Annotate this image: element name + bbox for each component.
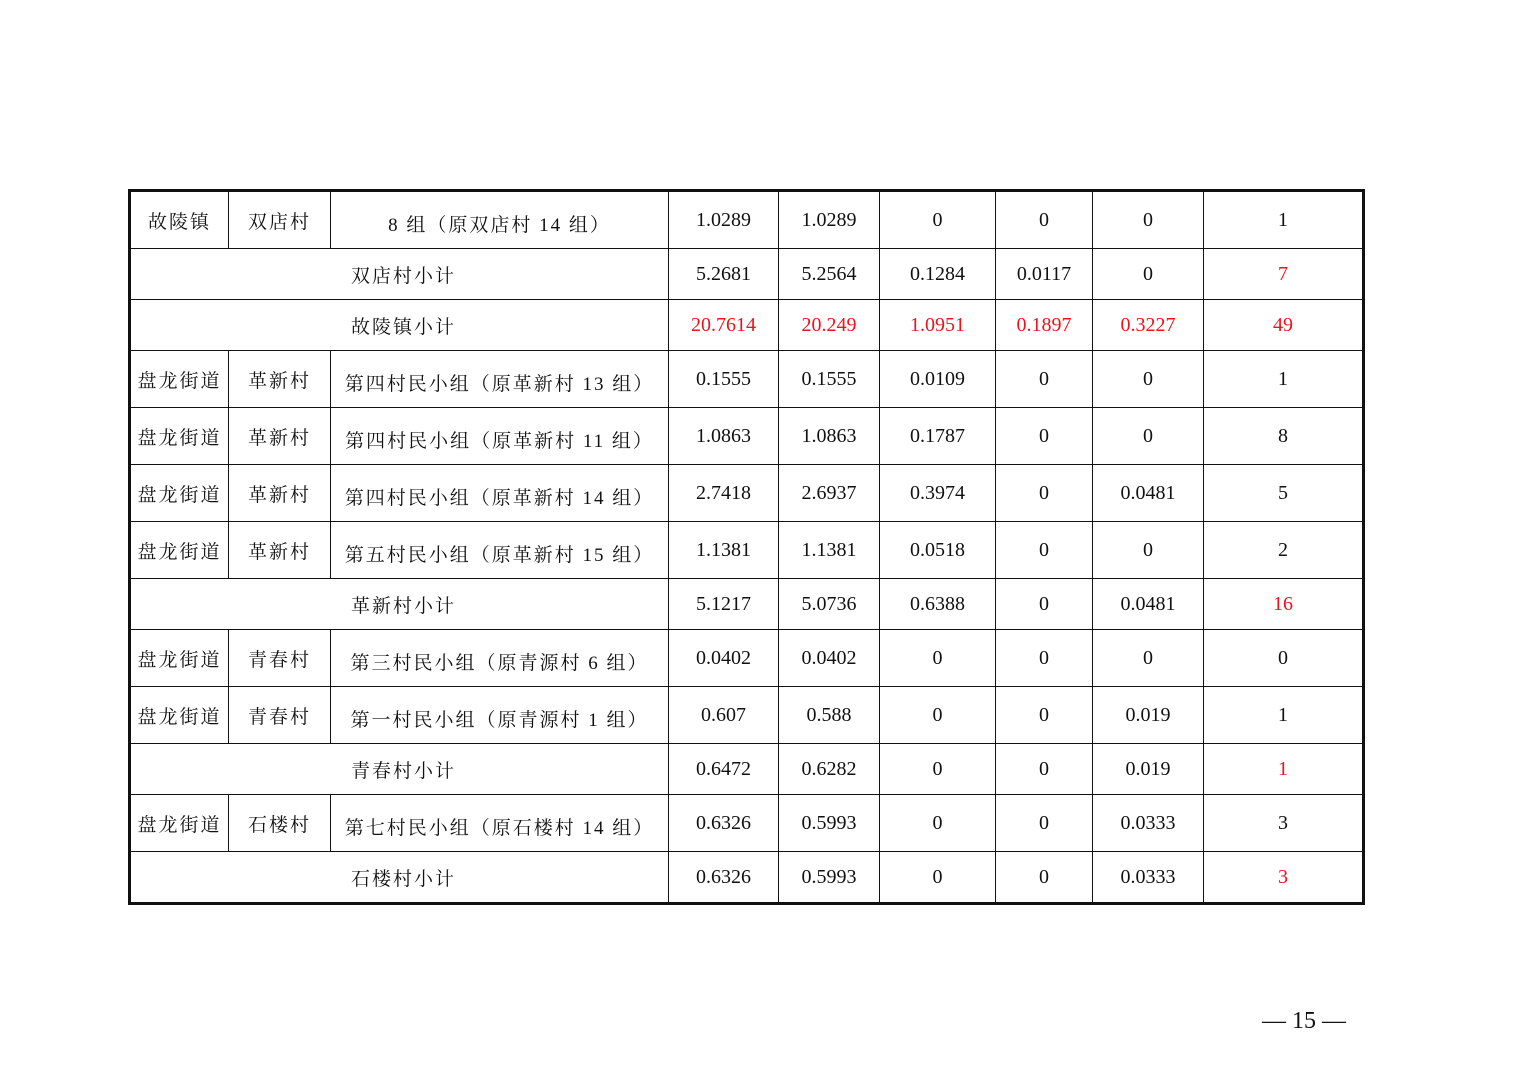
subtotal-row bbox=[130, 300, 1364, 351]
subtotal-row bbox=[130, 852, 1364, 904]
table-body bbox=[130, 191, 1364, 904]
village-cell: 青春村 bbox=[229, 687, 331, 744]
table-row bbox=[130, 351, 1364, 408]
group-cell: 第四村民小组（原革新村 14 组） bbox=[331, 465, 669, 522]
value-cell: 0.6388 bbox=[880, 579, 996, 630]
value-cell: 3 bbox=[1204, 852, 1364, 904]
value-cell: 0.6282 bbox=[779, 744, 880, 795]
value-cell: 0 bbox=[996, 630, 1093, 687]
value-cell: 0.0333 bbox=[1093, 795, 1204, 852]
value-cell: 0 bbox=[996, 744, 1093, 795]
value-cell: 5.2564 bbox=[779, 249, 880, 300]
table-row bbox=[130, 687, 1364, 744]
value-cell: 8 bbox=[1204, 408, 1364, 465]
village-cell: 革新村 bbox=[229, 351, 331, 408]
town-cell: 盘龙街道 bbox=[130, 687, 229, 744]
group-cell: 第三村民小组（原青源村 6 组） bbox=[331, 630, 669, 687]
subtotal-label: 石楼村小计 bbox=[130, 852, 669, 904]
value-cell: 0.0518 bbox=[880, 522, 996, 579]
value-cell: 2.7418 bbox=[669, 465, 779, 522]
subtotal-label: 革新村小计 bbox=[130, 579, 669, 630]
value-cell: 0 bbox=[996, 852, 1093, 904]
value-cell: 0 bbox=[1093, 351, 1204, 408]
table-row bbox=[130, 465, 1364, 522]
subtotal-row bbox=[130, 579, 1364, 630]
value-cell: 0 bbox=[996, 522, 1093, 579]
table-row bbox=[130, 522, 1364, 579]
value-cell: 0 bbox=[996, 408, 1093, 465]
value-cell: 1 bbox=[1204, 744, 1364, 795]
value-cell: 0 bbox=[880, 630, 996, 687]
value-cell: 20.249 bbox=[779, 300, 880, 351]
value-cell: 0.5993 bbox=[779, 852, 880, 904]
value-cell: 16 bbox=[1204, 579, 1364, 630]
subtotal-label: 双店村小计 bbox=[130, 249, 669, 300]
village-cell: 革新村 bbox=[229, 408, 331, 465]
value-cell: 0 bbox=[880, 795, 996, 852]
value-cell: 0 bbox=[880, 191, 996, 249]
subtotal-label: 青春村小计 bbox=[130, 744, 669, 795]
page-number: — 15 — bbox=[1262, 1008, 1346, 1034]
value-cell: 0 bbox=[1093, 408, 1204, 465]
subtotal-label: 故陵镇小计 bbox=[130, 300, 669, 351]
value-cell: 5 bbox=[1204, 465, 1364, 522]
data-table bbox=[128, 189, 1365, 905]
village-cell: 石楼村 bbox=[229, 795, 331, 852]
town-cell: 盘龙街道 bbox=[130, 351, 229, 408]
town-cell: 盘龙街道 bbox=[130, 465, 229, 522]
value-cell: 1.0289 bbox=[779, 191, 880, 249]
value-cell: 0.019 bbox=[1093, 744, 1204, 795]
value-cell: 1.0951 bbox=[880, 300, 996, 351]
subtotal-row bbox=[130, 744, 1364, 795]
value-cell: 0.3974 bbox=[880, 465, 996, 522]
value-cell: 0 bbox=[1093, 630, 1204, 687]
value-cell: 5.1217 bbox=[669, 579, 779, 630]
value-cell: 0 bbox=[880, 687, 996, 744]
value-cell: 1.0863 bbox=[669, 408, 779, 465]
value-cell: 0 bbox=[880, 744, 996, 795]
town-cell: 盘龙街道 bbox=[130, 795, 229, 852]
value-cell: 0 bbox=[996, 579, 1093, 630]
table-row bbox=[130, 408, 1364, 465]
value-cell: 20.7614 bbox=[669, 300, 779, 351]
value-cell: 1 bbox=[1204, 191, 1364, 249]
value-cell: 0.0109 bbox=[880, 351, 996, 408]
value-cell: 1.0289 bbox=[669, 191, 779, 249]
group-cell: 第四村民小组（原革新村 13 组） bbox=[331, 351, 669, 408]
subtotal-row bbox=[130, 249, 1364, 300]
value-cell: 0 bbox=[1204, 630, 1364, 687]
value-cell: 0.0481 bbox=[1093, 465, 1204, 522]
value-cell: 0.019 bbox=[1093, 687, 1204, 744]
value-cell: 7 bbox=[1204, 249, 1364, 300]
value-cell: 0 bbox=[1093, 191, 1204, 249]
group-cell: 第四村民小组（原革新村 11 组） bbox=[331, 408, 669, 465]
value-cell: 0 bbox=[996, 465, 1093, 522]
value-cell: 0 bbox=[996, 351, 1093, 408]
group-cell: 8 组（原双店村 14 组） bbox=[331, 191, 669, 249]
value-cell: 0 bbox=[996, 795, 1093, 852]
value-cell: 0.0402 bbox=[669, 630, 779, 687]
group-cell: 第七村民小组（原石楼村 14 组） bbox=[331, 795, 669, 852]
town-cell: 盘龙街道 bbox=[130, 408, 229, 465]
value-cell: 0.1555 bbox=[669, 351, 779, 408]
value-cell: 2 bbox=[1204, 522, 1364, 579]
value-cell: 1.0863 bbox=[779, 408, 880, 465]
value-cell: 1.1381 bbox=[779, 522, 880, 579]
table-row bbox=[130, 191, 1364, 249]
village-cell: 双店村 bbox=[229, 191, 331, 249]
value-cell: 0.0333 bbox=[1093, 852, 1204, 904]
value-cell: 0.607 bbox=[669, 687, 779, 744]
value-cell: 0.588 bbox=[779, 687, 880, 744]
value-cell: 5.0736 bbox=[779, 579, 880, 630]
value-cell: 49 bbox=[1204, 300, 1364, 351]
value-cell: 0 bbox=[1093, 249, 1204, 300]
value-cell: 0.1555 bbox=[779, 351, 880, 408]
value-cell: 3 bbox=[1204, 795, 1364, 852]
village-cell: 革新村 bbox=[229, 522, 331, 579]
town-cell: 故陵镇 bbox=[130, 191, 229, 249]
value-cell: 0.6472 bbox=[669, 744, 779, 795]
value-cell: 1 bbox=[1204, 687, 1364, 744]
value-cell: 0 bbox=[880, 852, 996, 904]
value-cell: 0 bbox=[1093, 522, 1204, 579]
value-cell: 0.1897 bbox=[996, 300, 1093, 351]
value-cell: 0.6326 bbox=[669, 795, 779, 852]
table-row bbox=[130, 795, 1364, 852]
value-cell: 0 bbox=[996, 687, 1093, 744]
value-cell: 0.1787 bbox=[880, 408, 996, 465]
village-cell: 青春村 bbox=[229, 630, 331, 687]
village-cell: 革新村 bbox=[229, 465, 331, 522]
town-cell: 盘龙街道 bbox=[130, 630, 229, 687]
value-cell: 5.2681 bbox=[669, 249, 779, 300]
value-cell: 0.1284 bbox=[880, 249, 996, 300]
value-cell: 1.1381 bbox=[669, 522, 779, 579]
table-row bbox=[130, 630, 1364, 687]
value-cell: 0.0481 bbox=[1093, 579, 1204, 630]
value-cell: 0.5993 bbox=[779, 795, 880, 852]
value-cell: 0.3227 bbox=[1093, 300, 1204, 351]
value-cell: 1 bbox=[1204, 351, 1364, 408]
town-cell: 盘龙街道 bbox=[130, 522, 229, 579]
group-cell: 第五村民小组（原革新村 15 组） bbox=[331, 522, 669, 579]
value-cell: 0.0117 bbox=[996, 249, 1093, 300]
value-cell: 2.6937 bbox=[779, 465, 880, 522]
value-cell: 0.0402 bbox=[779, 630, 880, 687]
value-cell: 0 bbox=[996, 191, 1093, 249]
value-cell: 0.6326 bbox=[669, 852, 779, 904]
group-cell: 第一村民小组（原青源村 1 组） bbox=[331, 687, 669, 744]
